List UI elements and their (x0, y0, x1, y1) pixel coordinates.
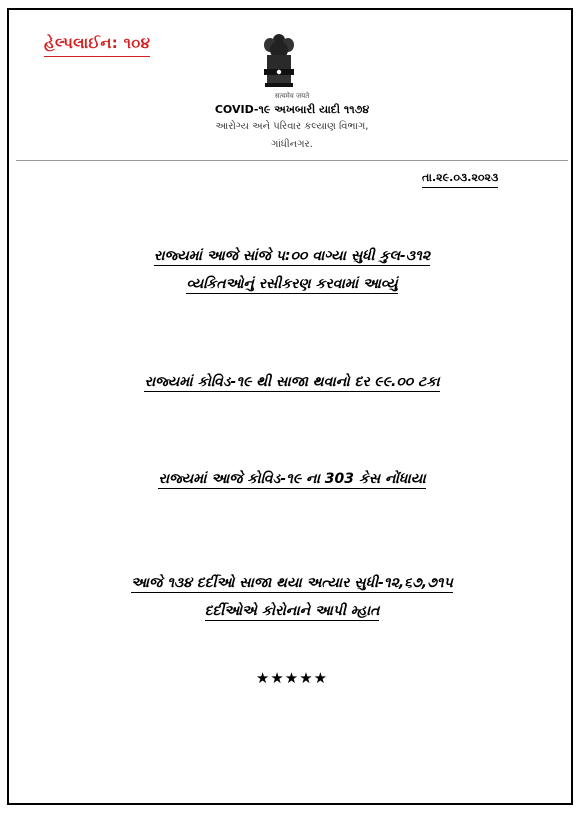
emblem-motto: सत्यमेव जयते (274, 92, 310, 100)
release-date: તા.૨૯.૦૩.૨૦૨૩ (422, 171, 498, 188)
headline-new-cases-text: રાજ્યમાં આજે કોવિડ-૧૯ ના 303 કેસ નોંધાયા (158, 471, 426, 487)
national-emblem-icon (258, 33, 300, 93)
headline-vaccination-line1: રાજ્યમાં આજે સાંજે ૫:૦૦ વાગ્યા સુધી કુલ-૩૧૨ (153, 248, 431, 264)
headline-recovery-rate (0, 368, 584, 396)
department-name: આરોગ્ય અને પરિવાર કલ્યાણ વિભાગ, (215, 121, 369, 132)
headline-new-cases (0, 465, 584, 493)
city-name: ગાંધીનગર. (271, 139, 313, 150)
header-divider (16, 160, 568, 161)
headline-recovered-line1: આજે ૧૩૪ દર્દીઓ સાજા થયા અત્યાર સુધી-૧૨,૬૭,૭૧૫ (131, 575, 453, 591)
headline-recovery-rate-text: રાજ્યમાં કોવિડ-૧૯ થી સાજા થવાનો દર ૯૯.૦૦ ટકા (144, 374, 440, 390)
headline-vaccination-line2: વ્યકિતઓનું રસીકરણ કરવામાં આવ્યું (186, 276, 398, 292)
headline-recovered-line2: દર્દીઓએ કોરોનાને આપી મ્હાત (204, 603, 380, 619)
press-release-title: COVID-૧૯ અખબારી યાદી ૧૧૭૪ (214, 103, 370, 116)
headline-recovered (0, 569, 584, 625)
end-stars: ★★★★★ (255, 669, 329, 687)
headline-vaccination (0, 242, 584, 298)
helpline-number: હેલ્પલાઈન: ૧૦૪ (44, 34, 150, 57)
